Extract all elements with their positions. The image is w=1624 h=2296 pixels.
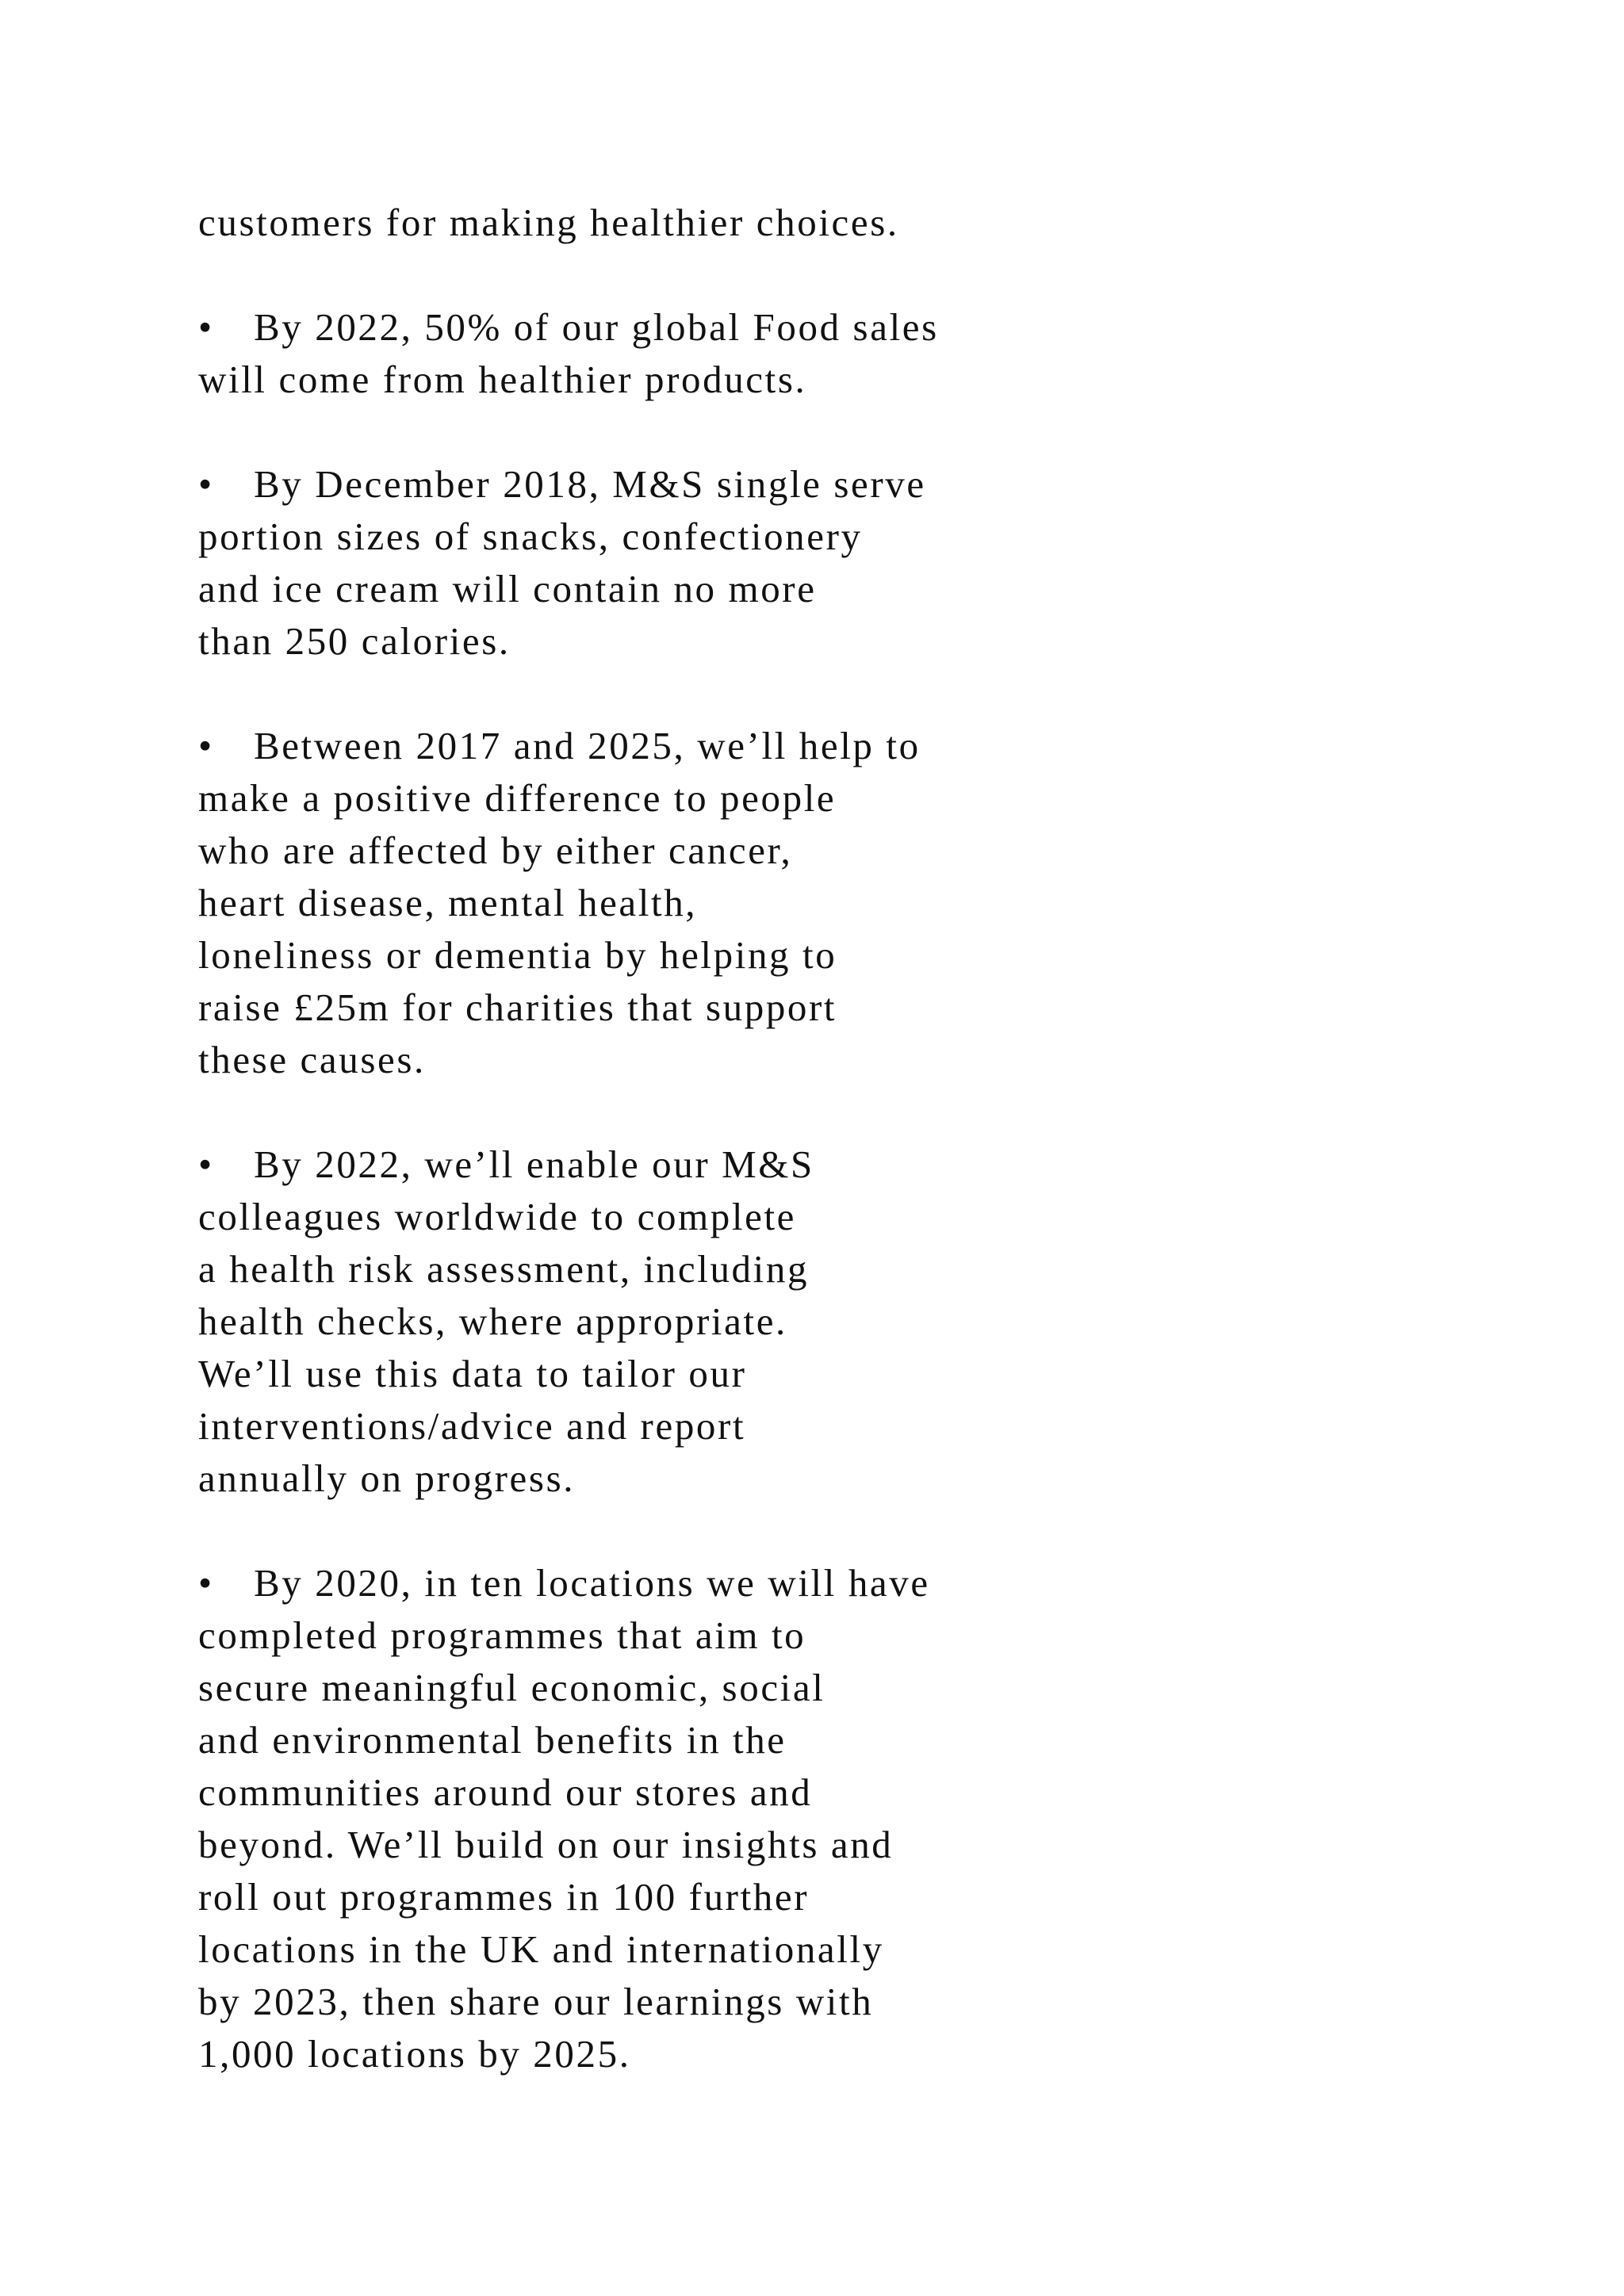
- commitment-2-line-3: and ice cream will contain no more: [198, 567, 817, 610]
- commitment-4-line-7: annually on progress.: [198, 1456, 576, 1500]
- commitment-5-line-6: beyond. We’ll build on our insights and: [198, 1823, 894, 1866]
- paragraph-gap: [198, 249, 1388, 301]
- bullet-icon: •: [198, 305, 214, 349]
- commitment-3-text: Between 2017 and 2025, we’ll help to: [254, 724, 921, 767]
- commitment-5-line-5: communities around our stores and: [198, 1770, 813, 1814]
- commitment-4-line-5: We’ll use this data to tailor our: [198, 1352, 747, 1395]
- commitment-3-line-2: make a positive difference to people: [198, 776, 837, 820]
- commitment-5-text: By 2020, in ten locations we will have: [254, 1561, 930, 1605]
- commitment-3-line-7: these causes.: [198, 1038, 426, 1081]
- commitment-5-line-2: completed programmes that aim to: [198, 1613, 806, 1657]
- body-text: [198, 197, 1388, 2080]
- commitment-5-line-7: roll out programmes in 100 further: [198, 1875, 810, 1919]
- commitment-5-line-10: 1,000 locations by 2025.: [198, 2032, 631, 2076]
- intro-line: customers for making healthier choices.: [198, 201, 899, 244]
- commitment-4-line-3: a health risk assessment, including: [198, 1247, 810, 1291]
- bullet-icon: •: [198, 462, 214, 506]
- commitment-3-line-6: raise £25m for charities that support: [198, 985, 837, 1029]
- bullet-icon: •: [198, 724, 214, 767]
- paragraph-gap: [198, 1086, 1388, 1138]
- commitment-1-line-1: [198, 301, 1388, 354]
- paragraph-gap: [198, 668, 1388, 720]
- commitment-3-line-3: who are affected by either cancer,: [198, 828, 793, 872]
- commitment-5-line-1: [198, 1557, 1388, 1609]
- commitment-4-line-4: health checks, where appropriate.: [198, 1299, 787, 1343]
- commitment-2-line-1: [198, 458, 1388, 511]
- commitment-4-text: By 2022, we’ll enable our M&S: [254, 1142, 814, 1186]
- commitment-5-line-3: secure meaningful economic, social: [198, 1666, 825, 1709]
- commitment-2-line-4: than 250 calories.: [198, 619, 511, 663]
- commitment-4-line-6: interventions/advice and report: [198, 1404, 746, 1448]
- commitment-2-line-2: portion sizes of snacks, confectionery: [198, 515, 863, 558]
- bullet-icon: •: [198, 1561, 214, 1605]
- paragraph-gap: [198, 406, 1388, 458]
- commitment-1-text: By 2022, 50% of our global Food sales: [254, 305, 939, 349]
- commitment-3-line-1: [198, 720, 1388, 772]
- bullet-icon: •: [198, 1142, 214, 1186]
- commitment-5-line-8: locations in the UK and internationally: [198, 1927, 884, 1971]
- commitment-3-line-5: loneliness or dementia by helping to: [198, 933, 837, 977]
- commitment-4-line-2: colleagues worldwide to complete: [198, 1195, 797, 1238]
- commitment-5-line-9: by 2023, then share our learnings with: [198, 1980, 874, 2023]
- commitment-2-text: By December 2018, M&S single serve: [254, 462, 926, 506]
- commitment-1-line-2: will come from healthier products.: [198, 358, 807, 401]
- commitment-3-line-4: heart disease, mental health,: [198, 881, 698, 924]
- paragraph-gap: [198, 1505, 1388, 1557]
- commitment-4-line-1: [198, 1138, 1388, 1191]
- commitment-5-line-4: and environmental benefits in the: [198, 1718, 787, 1762]
